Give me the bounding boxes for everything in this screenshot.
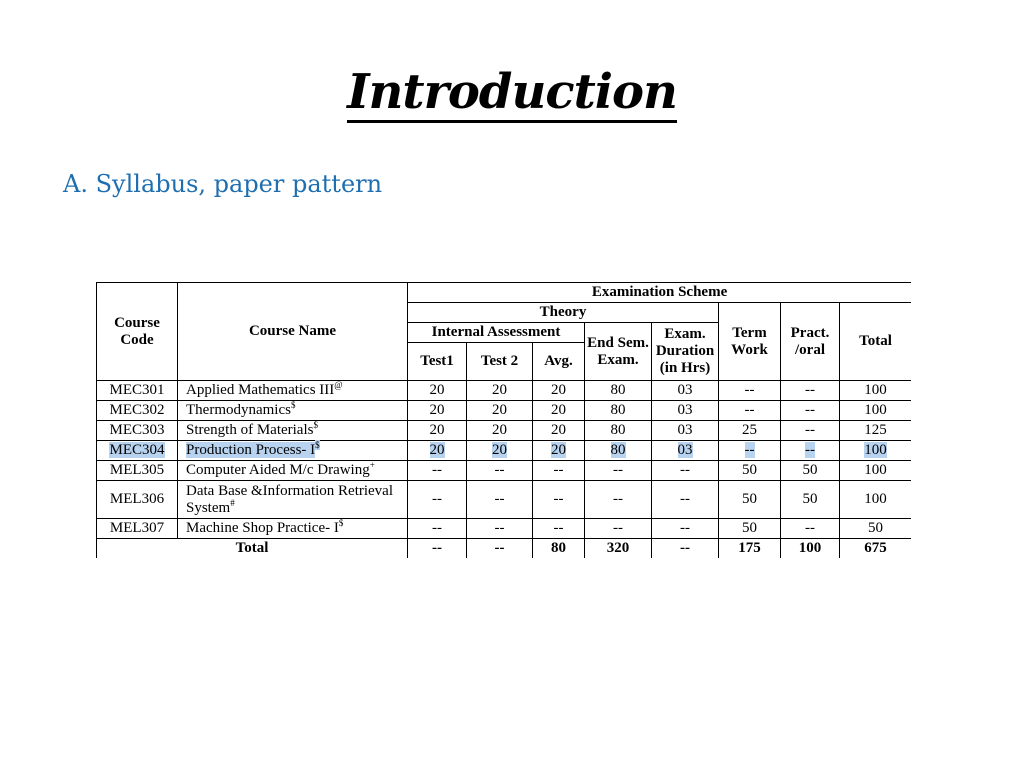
header-end-sem: End Sem. Exam. (585, 323, 652, 381)
cell-course-name (178, 461, 408, 481)
duration-value: 03 (677, 442, 693, 458)
course-name-text: Thermodynamics (186, 402, 291, 418)
cell-avg (533, 381, 585, 401)
end-sem-value: 80 (610, 402, 626, 418)
cell-term-work (719, 421, 781, 441)
table-row (97, 381, 912, 401)
total-value: 100 (864, 382, 887, 398)
cell-test2 (467, 481, 533, 519)
header-exam-scheme: Examination Scheme (408, 283, 912, 303)
cell-term-work (719, 461, 781, 481)
course-name-superscript: # (230, 497, 235, 508)
totals-pract-oral: 100 (781, 539, 840, 559)
slide-subtitle: A. Syllabus, paper pattern (63, 170, 383, 198)
test2-value: 20 (492, 382, 507, 398)
duration-value: -- (680, 462, 690, 478)
cell-end-sem (585, 441, 652, 461)
totals-end-sem: 320 (585, 539, 652, 559)
cell-test2 (467, 401, 533, 421)
cell-test1 (408, 481, 467, 519)
duration-value: -- (680, 520, 690, 536)
table-body (97, 381, 912, 539)
cell-total (840, 461, 912, 481)
term-work-value: 50 (742, 462, 757, 478)
cell-avg (533, 519, 585, 539)
course-code-value: MEL306 (109, 491, 165, 507)
cell-term-work (719, 519, 781, 539)
cell-test1 (408, 381, 467, 401)
header-course-name: Course Name (178, 283, 408, 381)
test2-value: 20 (492, 442, 507, 458)
totals-avg: 80 (533, 539, 585, 559)
cell-end-sem (585, 481, 652, 519)
cell-course-name (178, 441, 408, 461)
totals-row (97, 539, 912, 559)
test1-value: 20 (429, 422, 445, 438)
cell-pract-oral (781, 421, 840, 441)
header-term-work: Term Work (719, 303, 781, 381)
avg-value: -- (553, 462, 564, 478)
cell-course-code (97, 519, 178, 539)
term-work-value: 25 (742, 422, 757, 438)
pract-oral-value: -- (805, 422, 815, 438)
totals-test1: -- (408, 539, 467, 559)
cell-end-sem (585, 381, 652, 401)
total-value: 100 (864, 462, 887, 478)
pract-oral-value: -- (805, 382, 815, 398)
cell-course-name (178, 401, 408, 421)
course-code-value: MEC304 (109, 442, 165, 458)
cell-duration (652, 481, 719, 519)
end-sem-value: 80 (610, 382, 626, 398)
cell-pract-oral (781, 461, 840, 481)
course-name-text: Strength of Materials (186, 422, 314, 438)
cell-total (840, 441, 912, 461)
test1-value: 20 (429, 442, 445, 458)
table-row (97, 461, 912, 481)
term-work-value: -- (744, 442, 755, 458)
cell-avg (533, 461, 585, 481)
cell-total (840, 421, 912, 441)
test2-value: -- (494, 520, 505, 536)
totals-test2: -- (467, 539, 533, 559)
course-name-superscript: $ (338, 518, 344, 528)
cell-pract-oral (781, 401, 840, 421)
cell-duration (652, 401, 719, 421)
table-row (97, 441, 912, 461)
cell-test1 (408, 421, 467, 441)
table-row (97, 481, 912, 519)
course-name-superscript: $ (313, 420, 318, 430)
totals-total: 675 (840, 539, 912, 559)
totals-duration: -- (652, 539, 719, 559)
cell-test2 (467, 519, 533, 539)
header-test1: Test1 (408, 343, 467, 381)
cell-course-name (178, 381, 408, 401)
test2-value: -- (494, 491, 505, 507)
cell-end-sem (585, 519, 652, 539)
totals-term-work: 175 (719, 539, 781, 559)
total-value: 100 (864, 402, 887, 418)
total-value: 100 (864, 491, 887, 507)
table-row (97, 421, 912, 441)
cell-course-code (97, 461, 178, 481)
header-theory: Theory (408, 303, 719, 323)
course-code-value: MEC301 (109, 382, 165, 398)
test1-value: 20 (429, 402, 445, 418)
course-name-superscript: $ (315, 440, 320, 450)
header-test2: Test 2 (467, 343, 533, 381)
cell-pract-oral (781, 481, 840, 519)
term-work-value: 50 (742, 520, 757, 536)
cell-test1 (408, 519, 467, 539)
course-name-text: Data Base &Information Retrieval System (186, 482, 394, 516)
header-internal-assessment: Internal Assessment (408, 323, 585, 343)
cell-avg (533, 481, 585, 519)
cell-total (840, 381, 912, 401)
avg-value: -- (553, 520, 564, 536)
duration-value: 03 (677, 402, 693, 418)
slide-title (0, 64, 1024, 120)
pract-oral-value: 50 (802, 491, 818, 507)
table-row (97, 401, 912, 421)
cell-course-code (97, 441, 178, 461)
course-name-text: Applied Mathematics III (186, 382, 335, 398)
table-row (97, 519, 912, 539)
end-sem-value: -- (613, 520, 623, 536)
avg-value: 20 (551, 402, 566, 418)
cell-test2 (467, 461, 533, 481)
course-code-value: MEC302 (109, 402, 165, 418)
course-name-text: Computer Aided M/c Drawing (186, 462, 370, 478)
header-avg: Avg. (533, 343, 585, 381)
cell-term-work (719, 441, 781, 461)
cell-avg (533, 401, 585, 421)
end-sem-value: 80 (610, 422, 626, 438)
end-sem-value: 80 (610, 442, 626, 458)
cell-end-sem (585, 461, 652, 481)
avg-value: 20 (551, 442, 566, 458)
cell-course-code (97, 481, 178, 519)
course-code-value: MEL305 (109, 462, 165, 478)
test1-value: -- (432, 520, 442, 536)
cell-total (840, 519, 912, 539)
course-name-superscript: @ (334, 380, 343, 390)
test2-value: -- (494, 462, 505, 478)
cell-end-sem (585, 421, 652, 441)
duration-value: 03 (677, 382, 693, 398)
test1-value: -- (432, 462, 442, 478)
cell-test1 (408, 461, 467, 481)
cell-term-work (719, 381, 781, 401)
avg-value: 20 (551, 422, 566, 438)
course-name-text: Machine Shop Practice- I (186, 520, 339, 536)
cell-course-code (97, 401, 178, 421)
cell-duration (652, 441, 719, 461)
total-value: 50 (868, 520, 884, 536)
total-value: 100 (864, 442, 887, 458)
course-name-superscript: $ (290, 400, 296, 410)
syllabus-table (96, 282, 911, 558)
term-work-value: 50 (742, 491, 757, 507)
cell-pract-oral (781, 519, 840, 539)
pract-oral-value: -- (805, 402, 815, 418)
pract-oral-value: 50 (802, 462, 818, 478)
header-total: Total (840, 303, 912, 381)
cell-course-name (178, 421, 408, 441)
cell-duration (652, 461, 719, 481)
cell-test2 (467, 421, 533, 441)
test2-value: 20 (492, 402, 507, 418)
slide-title-text: Introduction (347, 64, 677, 123)
cell-course-code (97, 381, 178, 401)
test1-value: -- (432, 491, 442, 507)
header-course-code: Course Code (97, 283, 178, 381)
header-exam-duration: Exam. Duration (in Hrs) (652, 323, 719, 381)
avg-value: -- (553, 491, 564, 507)
term-work-value: -- (744, 382, 755, 398)
pract-oral-value: -- (805, 442, 815, 458)
cell-test2 (467, 381, 533, 401)
cell-pract-oral (781, 441, 840, 461)
cell-course-code (97, 421, 178, 441)
end-sem-value: -- (613, 462, 623, 478)
course-code-value: MEL307 (109, 520, 165, 536)
term-work-value: -- (744, 402, 755, 418)
cell-course-name (178, 481, 408, 519)
cell-course-name (178, 519, 408, 539)
cell-avg (533, 421, 585, 441)
cell-end-sem (585, 401, 652, 421)
totals-label: Total (97, 539, 408, 559)
total-value: 125 (864, 422, 887, 438)
pract-oral-value: -- (805, 520, 815, 536)
course-code-value: MEC303 (109, 422, 165, 438)
course-name-text: Production Process- I (186, 442, 316, 458)
end-sem-value: -- (613, 491, 623, 507)
avg-value: 20 (551, 382, 566, 398)
cell-test2 (467, 441, 533, 461)
course-name-superscript: + (369, 460, 375, 470)
duration-value: 03 (677, 422, 693, 438)
cell-duration (652, 381, 719, 401)
test2-value: 20 (492, 422, 507, 438)
cell-pract-oral (781, 381, 840, 401)
cell-total (840, 401, 912, 421)
cell-term-work (719, 481, 781, 519)
cell-avg (533, 441, 585, 461)
header-pract-oral: Pract. /oral (781, 303, 840, 381)
cell-test1 (408, 401, 467, 421)
cell-term-work (719, 401, 781, 421)
syllabus-table-container (96, 282, 911, 560)
test1-value: 20 (429, 382, 445, 398)
cell-duration (652, 519, 719, 539)
cell-test1 (408, 441, 467, 461)
cell-total (840, 481, 912, 519)
cell-duration (652, 421, 719, 441)
duration-value: -- (680, 491, 690, 507)
